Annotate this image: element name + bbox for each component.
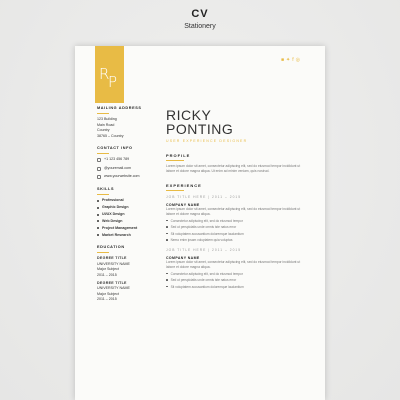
list-item: Sed ut perspiciatis unde omnis iste natus error	[166, 225, 306, 229]
mail-icon	[97, 167, 101, 171]
monogram-letter-r: R	[99, 65, 110, 83]
skill-item: Professional	[97, 198, 153, 203]
section-rule	[97, 153, 109, 154]
phone-icon	[97, 158, 101, 162]
section-rule	[166, 160, 184, 161]
education-entry: DEGREE TITLE UNIVERSITY NAME Major Subject 2011 – 2015	[97, 281, 130, 302]
contact-phone: +1 123 456 789	[97, 157, 153, 162]
contact-heading: CONTACT INFO	[97, 146, 133, 151]
list-item: Sed ut perspiciatis unde omnis iste natus error	[166, 278, 306, 282]
mailing-line: 38765 – Country	[97, 133, 124, 138]
name-last: PONTING	[166, 121, 234, 137]
contact-website: www.yourwebsite.com	[97, 174, 153, 179]
contact-email: @youremail.com	[97, 166, 153, 171]
experience-heading: EXPERIENCE	[166, 183, 202, 188]
mailing-line: Main Road	[97, 122, 115, 127]
skill-item: UI/UX Design	[97, 212, 153, 217]
page-subtitle: Stationery	[184, 23, 216, 30]
skill-item: Graphic Design	[97, 205, 153, 210]
skill-item: Web Design	[97, 219, 153, 224]
section-rule	[97, 113, 109, 114]
mailing-line: Country	[97, 128, 110, 133]
list-item: Consectetur adipiscing elit, sed do eiusmod tempor	[166, 272, 306, 276]
right-column	[166, 108, 306, 289]
section-rule	[97, 194, 109, 195]
list-item: Consectetur adipiscing elit, sed do eiusmod tempor	[166, 219, 306, 223]
skills-heading: SKILLS	[97, 186, 115, 191]
name-first: RICKY	[166, 107, 212, 123]
profile-heading: PROFILE	[166, 153, 191, 158]
section-rule	[97, 252, 109, 253]
monogram-letter-p: P	[108, 73, 118, 91]
list-item: Sit voluptatem accusantium doloremque laudantium	[166, 285, 306, 289]
resume-paper	[75, 46, 325, 400]
skill-item: Market Research	[97, 233, 153, 238]
globe-icon	[97, 175, 101, 179]
social-icons: ■✦f◎	[281, 57, 302, 63]
education-heading: EDUCATION	[97, 245, 125, 249]
experience-job: JOB TITLE HERE | 2011 – 2015 COMPANY NAME Lorem ipsum dolor sit amet, consectetur adipiscing elit, sed do eiusmod tempor incididunt ut labore et dolore magna aliqua. Consectetur adipiscing elit, sed do eiusmod tempor Sed ut perspiciatis unde omnis iste natus error Sit voluptatem accusantium doloremque laudantium	[166, 248, 306, 289]
job-title: USER EXPERIENCE DESIGNER	[166, 139, 248, 143]
list-item: Sit voluptatem accusantium doloremque laudantium	[166, 232, 306, 236]
left-column	[97, 106, 153, 303]
mailing-heading: MAILING ADDRESS	[97, 106, 142, 110]
experience-job: JOB TITLE HERE | 2011 – 2015 COMPANY NAME Lorem ipsum dolor sit amet, consectetur adipiscing elit, sed do eiusmod tempor incididunt ut labore et dolore magna aliqua. Consectetur adipiscing elit, sed do eiusmod tempor Sed ut perspiciatis unde omnis iste natus error Sit voluptatem accusantium doloremque laudantium Nemo enim ipsam voluptatem quia voluptas	[166, 195, 306, 242]
section-rule	[166, 190, 184, 191]
list-item: Nemo enim ipsam voluptatem quia voluptas	[166, 238, 306, 242]
page-title: CV	[191, 8, 209, 20]
education-entry: DEGREE TITLE UNIVERSITY NAME Major Subject 2011 – 2015	[97, 256, 130, 277]
mailing-line: 123 Building	[97, 117, 117, 122]
skill-item: Project Management	[97, 226, 153, 231]
monogram-logo	[95, 46, 124, 103]
profile-text: Lorem ipsum dolor sit amet, consectetur adipiscing elit, sed do eiusmod tempor incididunt ut labore et dolore magna aliqua. Ut enim ad minim veniam, quis nostrud.	[166, 164, 301, 173]
page-header	[0, 8, 400, 30]
